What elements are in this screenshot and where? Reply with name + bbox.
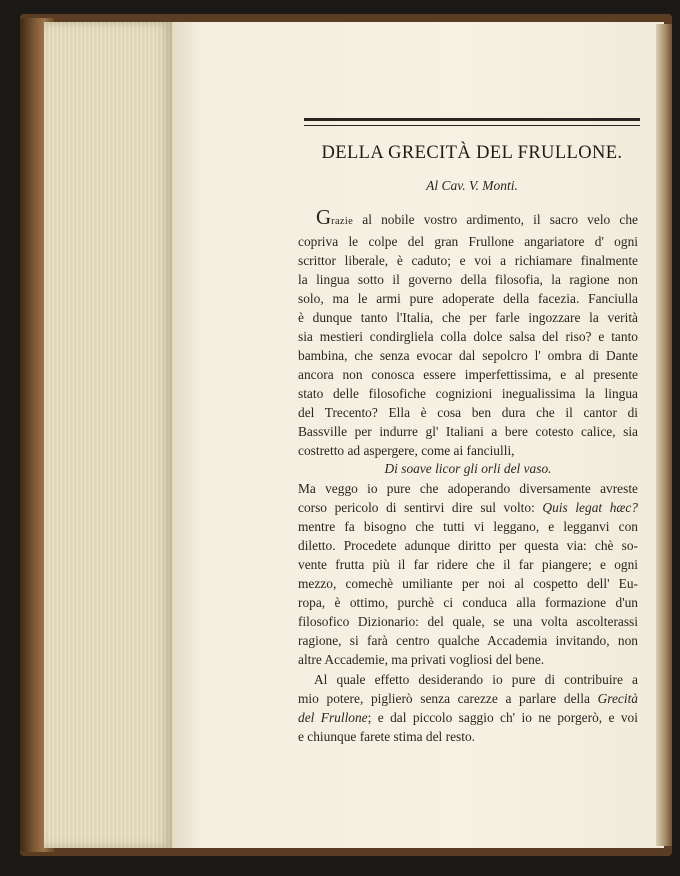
text-line [298,691,638,707]
text-line: ragione, si farà centro qualche Accademia invitando, non [298,633,638,648]
text-line: stato delle filosofiche cognizioni inegualissima la lingua [298,386,638,401]
text-line: è dunque tanto l'Italia, che per farle ingozzare la verità [298,310,638,325]
text-line-end: ; e dal piccolo saggio ch' io ne porgerò, e voi [367,710,638,725]
header-rule-thick [304,118,640,121]
text-line: ancora non conosca essere imperfettissima, e al presente [298,367,638,382]
right-page-edge [656,24,672,846]
text-line: sia mestieri condirgliela colla dolce salsa del riso? e tanto [298,329,638,344]
text-line: Al quale effetto desiderando io pure di contribuire a [314,672,638,687]
text-line: scrittor liberale, è caduto; e voi a richiamare finalmente [298,253,638,268]
text-line-1-rest: al nobile vostro ardimento, il sacro velo che [362,212,638,227]
page-edges [44,22,172,848]
text-line-start: mio potere, piglierò senza carezze a parlare della [298,691,598,706]
chapter-title: DELLA GRECITÀ DEL FRULLONE. [321,143,623,163]
text-line: ropa, è ottimo, purchè ci conduca alla formazione d'un [298,595,638,610]
text-line: Bassville per indurre gl' Italiani a bere cotesto calice, sia [298,424,638,439]
text-line: e chiunque farete stima del resto. [298,729,475,744]
text-line: solo, ma le armi pure adoperate della facezia. Fanciulla [298,291,638,306]
text-line: copriva le colpe del gran Frullone angariatore d' ogni [298,234,638,249]
text-line [298,710,638,726]
text-line-1 [316,205,638,229]
text-line: costretto ad aspergere, come ai fanciulli, [298,443,515,458]
small-caps-word: razie [331,216,354,227]
italic-phrase: del Frullone [298,710,368,725]
text-line-start: corso pericolo di sentirvi dire sul volto: [298,500,543,515]
text-line [298,500,638,516]
dedication: Al Cav. V. Monti. [426,178,518,193]
text-line: bambina, che senza evocar dal sepolcro l' ombra di Dante [298,348,638,363]
text-line: filosofico Dizionario: del quale, se una volta ascolterassi [298,614,638,629]
text-line: del Trecento? Ella è cosa ben dura che il cantor di [298,405,638,420]
text-line: Ma veggo io pure che adoperando diversamente avreste [298,481,638,496]
text-line: la lingua sotto il governo della filosofia, la ragione non [298,272,638,287]
text-line: diletto. Procedete adunque diritto per questa via: chè so- [298,538,638,553]
text-line: altre Accademie, ma privati vogliosi del bene. [298,652,545,667]
text-line: mezzo, comechè umiliante per noi al cospetto dell' Eu- [298,576,638,591]
header-rule-thin [304,125,640,126]
italic-phrase: Grecità [597,691,638,706]
verse-quotation: Di soave licor gli orli del vaso. [384,461,552,476]
text-line: vente frutta più il far ridere che il far piangere; e ogni [298,557,638,572]
drop-cap: G [316,205,332,229]
text-line: mentre fa bisogno che tutti vi leggano, e legganvi con [298,519,638,534]
latin-quote: Quis legat hæc? [542,500,638,515]
